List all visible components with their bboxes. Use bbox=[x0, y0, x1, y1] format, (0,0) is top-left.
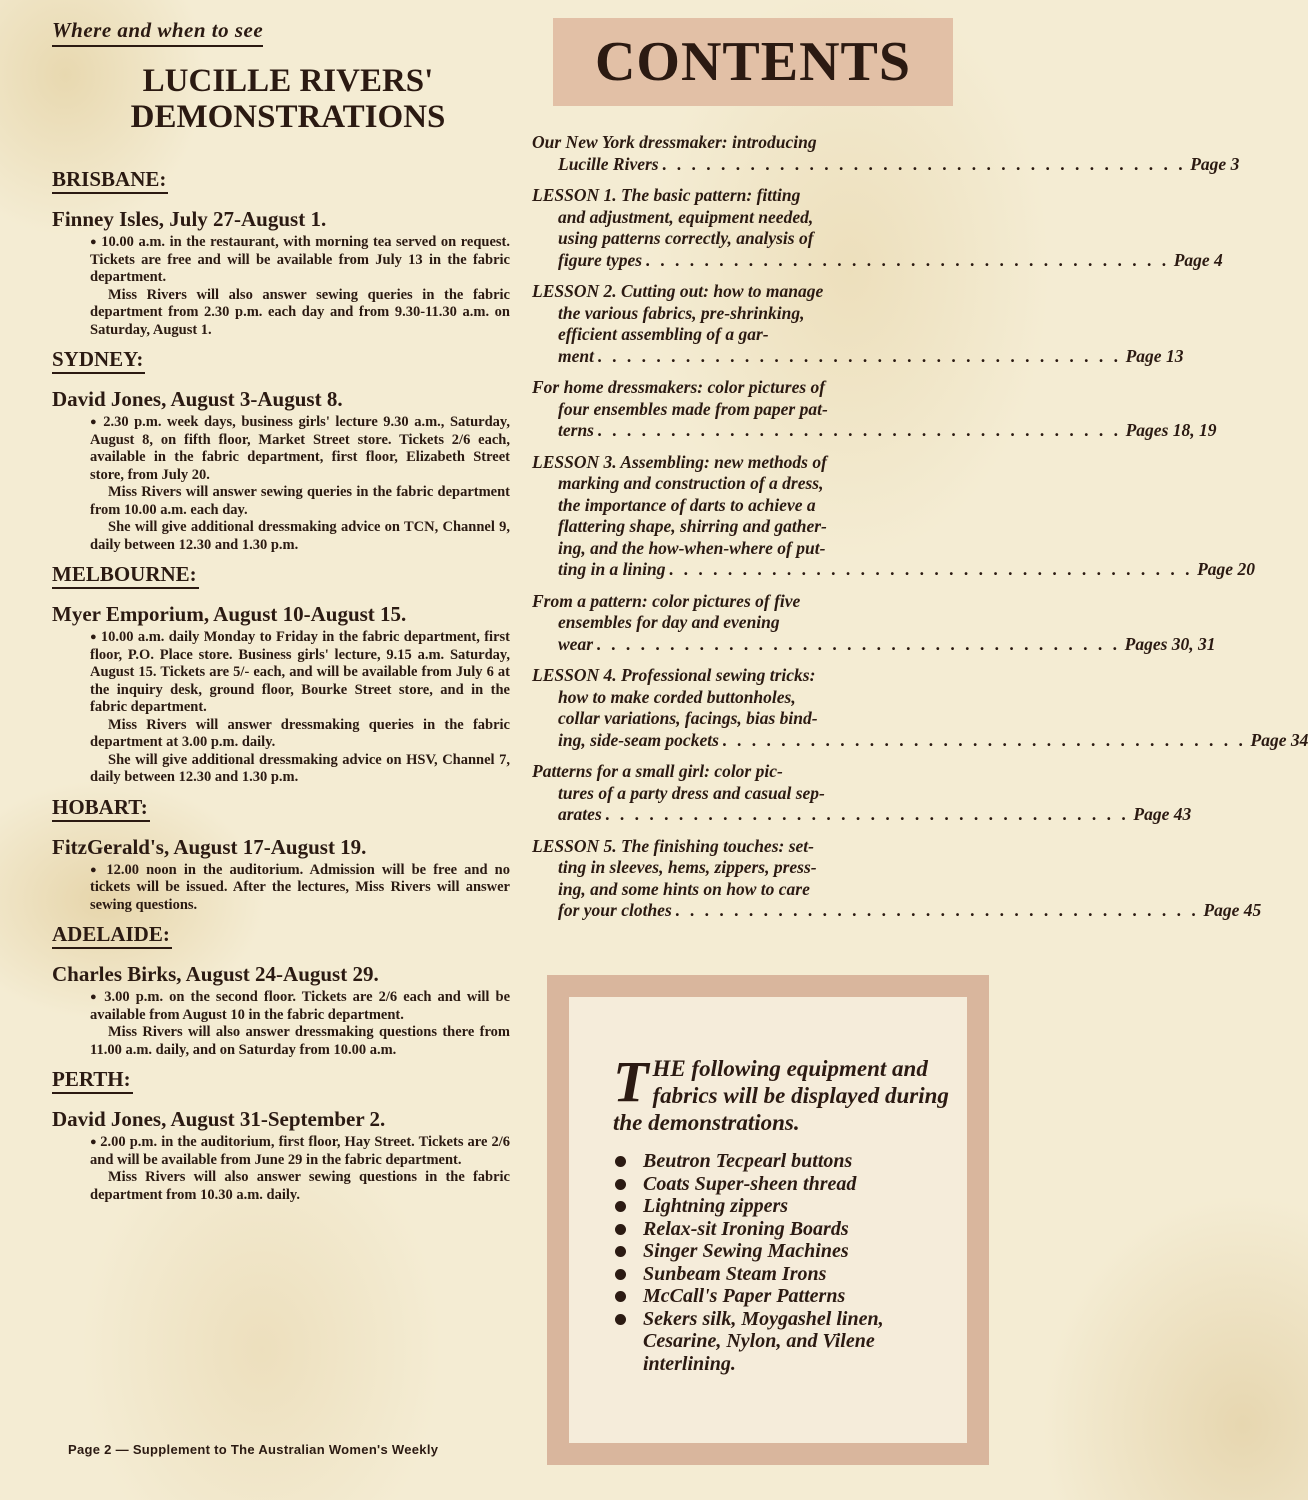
bullet-icon bbox=[615, 1269, 626, 1280]
headline-line-2: DEMONSTRATIONS bbox=[130, 99, 446, 135]
toc-entry-text: LESSON 1. The basic pattern: fitting bbox=[532, 185, 801, 205]
toc-page-line bbox=[532, 633, 1216, 656]
toc-entry-text: wear bbox=[558, 633, 593, 654]
bullet-icon bbox=[615, 1156, 626, 1167]
equipment-item bbox=[613, 1195, 963, 1218]
toc-entry[interactable] bbox=[532, 590, 1216, 656]
toc-page-line bbox=[532, 900, 1262, 922]
toc-entry-text: Lucille Rivers bbox=[558, 153, 659, 174]
toc-entry[interactable] bbox=[532, 281, 1184, 367]
dot-leader: . . . . . . . . . . . . . . . . . . . . . . . . . . . . . . . . . . . . bbox=[597, 345, 1122, 366]
equipment-item bbox=[613, 1285, 963, 1308]
dot-leader: . . . . . . . . . . . . . . . . . . . . . . . . . . . . . . . . . . . . bbox=[722, 729, 1247, 750]
toc-entry-text: using patterns correctly, analysis of bbox=[558, 228, 814, 248]
toc-entry[interactable] bbox=[532, 451, 1255, 581]
city-heading: ADELAIDE: bbox=[52, 922, 172, 949]
store-dates: Finney Isles, July 27-August 1. bbox=[52, 207, 327, 231]
schedule-text: Miss Rivers will also answer sewing queries in the fabric department from 2.30 p.m. each day and from 9.30-11.30 a.m. on Saturday, August 1. bbox=[90, 286, 510, 338]
equipment-item-text: Singer Sewing Machines bbox=[643, 1240, 849, 1262]
toc-entry-text: marking and construction of a dress, bbox=[558, 473, 824, 493]
drop-cap: T bbox=[613, 1049, 649, 1114]
toc-entry-text: ensembles for day and evening bbox=[558, 612, 780, 632]
schedule-paragraph bbox=[90, 234, 510, 287]
page-footer: Page 2 — Supplement to The Australian Women's Weekly bbox=[68, 1442, 439, 1457]
dot-leader: . . . . . . . . . . . . . . . . . . . . . . . . . . . . . . . . . . . . bbox=[597, 420, 1122, 440]
bullet-icon: ● bbox=[90, 416, 104, 428]
toc-entry-text: efficient assembling of a gar- bbox=[558, 324, 769, 344]
schedule-text: She will give additional dressmaking advice on HSV, Channel 7, daily between 12.30 and 1.30 p.m. bbox=[90, 751, 510, 785]
equipment-item-text: McCall's Paper Patterns bbox=[643, 1285, 846, 1307]
schedule-paragraph bbox=[90, 752, 510, 787]
city-heading: PERTH: bbox=[52, 1067, 133, 1094]
contents-header bbox=[553, 18, 953, 106]
toc-entry-text: collar variations, facings, bias bind- bbox=[558, 708, 818, 728]
schedule-text: Miss Rivers will also answer sewing questions in the fabric department from 10.30 a.m. daily. bbox=[90, 1169, 510, 1203]
toc-entry-text: the various fabrics, pre-shrinking, bbox=[558, 302, 805, 323]
city-list bbox=[52, 159, 510, 1204]
equipment-item-text: Sekers silk, Moygashel linen, Cesarine, Nylon, and Vilene interlining. bbox=[643, 1307, 884, 1375]
equipment-item-text: Relax-sit Ironing Boards bbox=[643, 1217, 849, 1240]
bullet-icon bbox=[615, 1201, 626, 1212]
equipment-item-text: Lightning zippers bbox=[643, 1195, 789, 1217]
toc-page-number: Page 45 bbox=[1203, 900, 1262, 920]
toc-page-line bbox=[532, 345, 1184, 368]
toc-entry-text: ing, and the how-when-where of put- bbox=[558, 537, 826, 558]
equipment-item bbox=[613, 1240, 963, 1263]
schedule-text: 3.00 p.m. on the second floor. Tickets are 2/6 each and will be available from August 10 in the fabric department. bbox=[90, 989, 511, 1023]
headline-line-1: LUCILLE RIVERS' bbox=[142, 63, 434, 99]
schedule-paragraph bbox=[90, 287, 510, 340]
dot-leader: . . . . . . . . . . . . . . . . . . . . . . . . . . . . . . . . . . . . bbox=[675, 900, 1200, 920]
bullet-icon bbox=[615, 1246, 626, 1257]
toc-entry-text: the importance of darts to achieve a bbox=[558, 494, 816, 515]
toc-entry-text: figure types bbox=[558, 249, 643, 270]
toc-entry-text: ting in sleeves, hems, zippers, press- bbox=[558, 857, 817, 877]
schedule-paragraph bbox=[90, 1024, 510, 1059]
schedule-text: 10.00 a.m. daily Monday to Friday in the fabric department, first floor, P.O. Place store. Business girls' lecture, 9.15 a.m. Saturday, August 15. Tickets are 5/- each, and will be available from July 6 at the inquiry desk, ground floor, Bourke Street store, and in the fabric department. bbox=[90, 629, 510, 715]
schedule-text: 12.00 noon in the auditorium. Admission will be free and no tickets will be issued. After the lectures, Miss Rivers will answer sewing questions. bbox=[90, 861, 510, 913]
schedule-paragraph bbox=[90, 1169, 510, 1204]
toc-page-number: Page 43 bbox=[1133, 804, 1192, 824]
toc-entry[interactable] bbox=[532, 132, 1240, 175]
toc-entry[interactable] bbox=[532, 761, 1192, 826]
toc-entry-text: and adjustment, equipment needed, bbox=[558, 206, 814, 227]
dot-leader: . . . . . . . . . . . . . . . . . . . . . . . . . . . . . . . . . . . . bbox=[669, 559, 1194, 579]
equipment-text bbox=[613, 1049, 963, 1375]
store-dates: FitzGerald's, August 17-August 19. bbox=[52, 834, 367, 859]
bullet-icon bbox=[615, 1179, 626, 1190]
bullet-icon bbox=[615, 1291, 626, 1302]
equipment-list bbox=[613, 1150, 963, 1375]
toc-entry-text: From a pattern: color pictures of five bbox=[532, 590, 801, 611]
toc-entry-text: LESSON 2. Cutting out: how to manage bbox=[532, 281, 824, 301]
toc-entry-text: ing, side-seam pockets bbox=[558, 729, 719, 750]
toc-page-number: Pages 30, 31 bbox=[1124, 633, 1216, 654]
store-dates: David Jones, August 31-September 2. bbox=[52, 1107, 386, 1131]
schedule-paragraph bbox=[90, 989, 510, 1024]
equipment-box-inner bbox=[569, 997, 967, 1443]
city-heading: MELBOURNE: bbox=[52, 562, 199, 589]
toc-page-line bbox=[532, 559, 1255, 581]
city-heading: SYDNEY: bbox=[52, 347, 145, 374]
toc-entry[interactable] bbox=[532, 835, 1262, 922]
toc-page-line bbox=[532, 420, 1217, 442]
toc-entry-text: Our New York dressmaker: introducing bbox=[532, 132, 817, 152]
toc-page-number: Page 4 bbox=[1173, 249, 1223, 270]
equipment-item-text: Beutron Tecpearl buttons bbox=[643, 1150, 853, 1172]
toc-entry-text: four ensembles made from paper pat- bbox=[558, 398, 828, 419]
schedule-text: Miss Rivers will answer sewing queries in the fabric department from 10.00 a.m. each day. bbox=[90, 484, 510, 518]
toc-page-number: Pages 18, 19 bbox=[1125, 420, 1217, 440]
toc-entry-text: flattering shape, shirring and gather- bbox=[558, 516, 827, 536]
toc-entry-text: arates bbox=[558, 804, 602, 824]
toc-entry-text: LESSON 3. Assembling: new methods of bbox=[532, 451, 827, 472]
schedule-paragraph bbox=[90, 519, 510, 554]
schedule-text: 10.00 a.m. in the restaurant, with morning tea served on request. Tickets are free and will be available from July 13 in the fabric department. bbox=[90, 234, 510, 285]
equipment-item bbox=[613, 1173, 963, 1196]
schedule-paragraph bbox=[90, 484, 510, 519]
schedule-paragraph bbox=[90, 717, 510, 752]
bullet-icon bbox=[615, 1224, 626, 1235]
schedule-text: 2.00 p.m. in the auditorium, first floor, Hay Street. Tickets are 2/6 and will be available from June 29 in the fabric department. bbox=[90, 1134, 510, 1168]
toc-entry-text: ing, and some hints on how to care bbox=[558, 878, 810, 899]
table-of-contents bbox=[532, 132, 1308, 932]
toc-entry-text: ment bbox=[558, 345, 594, 366]
bullet-icon: ● bbox=[90, 1136, 101, 1148]
equipment-item bbox=[613, 1150, 963, 1173]
toc-entry-text: terns bbox=[558, 420, 594, 440]
bullet-icon: ● bbox=[90, 236, 102, 248]
toc-entry[interactable] bbox=[532, 185, 1223, 271]
schedule-text: Miss Rivers will answer dressmaking queries in the fabric department at 3.00 p.m. daily. bbox=[90, 716, 510, 750]
schedule-paragraph bbox=[90, 414, 510, 484]
equipment-item bbox=[613, 1218, 963, 1241]
schedule-paragraph bbox=[90, 1134, 510, 1169]
city-heading: BRISBANE: bbox=[52, 167, 168, 194]
bullet-icon bbox=[615, 1314, 626, 1325]
schedule-text: 2.30 p.m. week days, business girls' lecture 9.30 a.m., Saturday, August 8, on fifth floor, Market Street store. Tickets 2/6 each, available in the fabric department, first floor, Elizabeth Street store, from July 20. bbox=[90, 414, 510, 483]
contents-title: CONTENTS bbox=[594, 31, 912, 93]
toc-page-number: Page 3 bbox=[1190, 153, 1240, 174]
city-heading: HOBART: bbox=[52, 795, 150, 822]
store-dates: Charles Birks, August 24-August 29. bbox=[52, 962, 379, 986]
dot-leader: . . . . . . . . . . . . . . . . . . . . . . . . . . . . . . . . . . . . bbox=[597, 633, 1121, 654]
equipment-item-text: Coats Super-sheen thread bbox=[643, 1172, 857, 1195]
toc-entry-text: for your clothes bbox=[558, 900, 672, 920]
bullet-icon: ● bbox=[90, 631, 101, 643]
schedule-paragraph bbox=[90, 629, 510, 717]
toc-page-number: Page 34 bbox=[1250, 729, 1308, 750]
toc-page-line bbox=[532, 249, 1223, 272]
toc-page-line bbox=[532, 804, 1192, 826]
toc-entry-text: LESSON 4. Professional sewing tricks: bbox=[532, 665, 816, 685]
schedule-paragraph bbox=[90, 862, 510, 915]
toc-page-line bbox=[532, 153, 1240, 176]
toc-page-number: Page 20 bbox=[1197, 559, 1255, 579]
store-dates: Myer Emporium, August 10-August 15. bbox=[52, 602, 407, 626]
toc-entry-text: how to make corded buttonholes, bbox=[558, 686, 796, 707]
toc-entry[interactable] bbox=[532, 377, 1217, 442]
bullet-icon: ● bbox=[90, 863, 107, 876]
toc-entry-text: Patterns for a small girl: color pic- bbox=[532, 761, 783, 781]
toc-entry-text: ting in a lining bbox=[558, 559, 666, 579]
equipment-item bbox=[613, 1308, 963, 1376]
bullet-icon: ● bbox=[90, 991, 105, 1003]
headline bbox=[66, 63, 510, 135]
equipment-item bbox=[613, 1263, 963, 1286]
schedule-text: She will give additional dressmaking advice on TCN, Channel 9, daily between 12.30 and 1.30 p.m. bbox=[90, 519, 510, 553]
toc-page-number: Page 13 bbox=[1125, 345, 1184, 366]
schedule-text: Miss Rivers will also answer dressmaking questions there from 11.00 a.m. daily, and on Saturday from 10.00 a.m. bbox=[90, 1024, 510, 1058]
equipment-box bbox=[547, 975, 989, 1465]
toc-entry[interactable] bbox=[532, 665, 1308, 751]
store-dates: David Jones, August 3-August 8. bbox=[52, 387, 343, 411]
toc-entry-text: tures of a party dress and casual sep- bbox=[558, 782, 825, 803]
kicker: Where and when to see bbox=[52, 18, 263, 47]
toc-entry-text: For home dressmakers: color pictures of bbox=[532, 377, 826, 397]
equipment-intro bbox=[613, 1049, 963, 1136]
dot-leader: . . . . . . . . . . . . . . . . . . . . . . . . . . . . . . . . . . . . bbox=[662, 153, 1187, 174]
equipment-intro-text: HE following equipment and fabrics will be displayed during the demonstrations. bbox=[613, 1056, 949, 1135]
equipment-item-text: Sunbeam Steam Irons bbox=[643, 1262, 827, 1285]
dot-leader: . . . . . . . . . . . . . . . . . . . . . . . . . . . . . . . . . . . . bbox=[605, 804, 1130, 824]
toc-page-line bbox=[532, 729, 1308, 752]
dot-leader: . . . . . . . . . . . . . . . . . . . . . . . . . . . . . . . . . . . . bbox=[646, 249, 1170, 270]
demonstrations-column bbox=[52, 18, 510, 1204]
toc-entry-text: LESSON 5. The finishing touches: set- bbox=[532, 835, 814, 856]
